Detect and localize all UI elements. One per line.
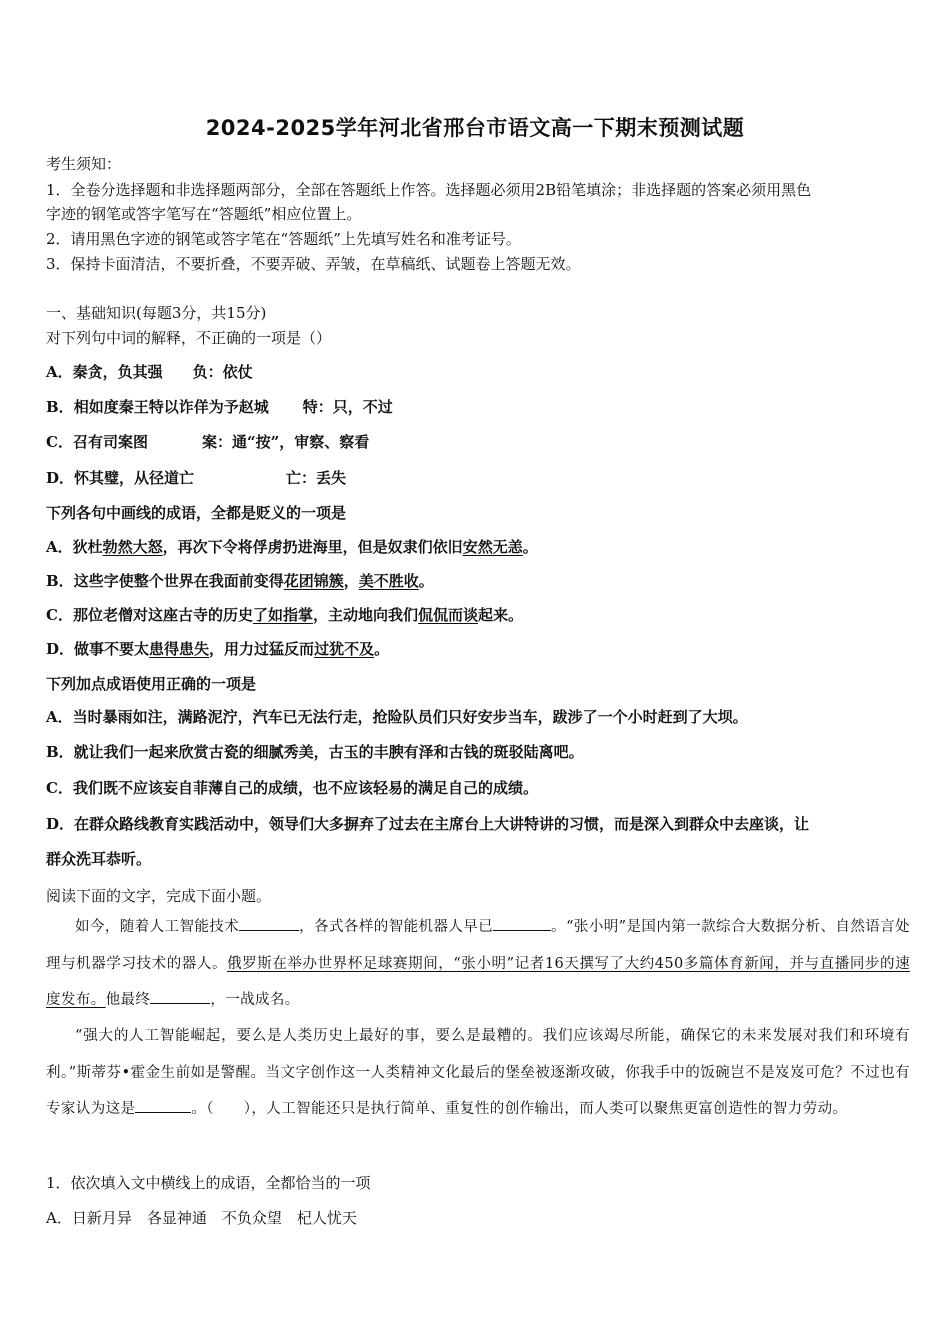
question-3-option-d-cont: 群众洗耳恭听。 (46, 850, 152, 868)
question-1-option-b: B．相如度秦王特以诈佯为予赵城 特：只，不过 (46, 398, 393, 416)
question-2-stem: 下列各句中画线的成语，全都是贬义的一项是 (46, 504, 347, 522)
question-2-option-b: B．这些字使整个世界在我面前变得花团锦簇，美不胜收。 (46, 572, 434, 590)
reading-question-1-stem: 1．依次填入文中横线上的成语，全都恰当的一项 (46, 1174, 371, 1192)
question-3-option-d: D．在群众路线教育实践活动中，领导们大多摒弃了过去在主席台上大讲特讲的习惯，而是深入到群众中去座谈，让 (46, 815, 810, 833)
notice-heading: 考生须知： (46, 155, 122, 173)
question-3-option-a: A．当时暴雨如注，满路泥泞，汽车已无法行走，抢险队员们只好安步当车，跋涉了一个小时赶到了大坝。 (46, 708, 748, 726)
reading-paragraph-1: 如今，随着人工智能技术 ，各式各样的智能机器人早已 。“张小明”是国内第一款综合大数据分析、自然语言处理与机器学习技术的器人。俄罗斯在举办世界杯足球赛期间，“张小明”记者16天撰写了大约450多篇体育新闻，并与直播同步的速度发布。他最终 ，一战成名。 (46, 919, 910, 1008)
reading-intro: 阅读下面的文字，完成下面小题。 (46, 887, 272, 905)
question-2-option-a: A．狄杜勃然大怒，再次下令将俘虏扔进海里，但是奴隶们依旧安然无恙。 (46, 538, 538, 556)
question-1-stem: 对下列句中词的解释，不正确的一项是（） (46, 329, 332, 347)
reading-paragraph-2: “强大的人工智能崛起，要么是人类历史上最好的事，要么是最糟的。我们应该竭尽所能，确保它的未来发展对我们和环境有利。”斯蒂芬•霍金生前如是警醒。当文字创作这一人类精神文化最后的堡垒被逐渐攻破，你我手中的饭碗岂不是岌岌可危？不过也有专家认为这是 。（ ），人工智能还只是执行简单、重复性的创作输出，而人类可以聚焦更富创造性的智力劳动。 (46, 1028, 910, 1117)
question-1-option-c: C．召有司案图 案：通“按”，审察、察看 (46, 433, 370, 451)
page-title: 2024-2025学年河北省邢台市语文高一下期末预测试题 (205, 116, 745, 140)
notice-item-3: 3．保持卡面清洁，不要折叠，不要弄破、弄皱，在草稿纸、试题卷上答题无效。 (46, 255, 581, 273)
question-3-option-b: B．就让我们一起来欣赏古瓷的细腻秀美，古玉的丰腴有泽和古钱的斑驳陆离吧。 (46, 743, 584, 761)
question-3-option-c: C．我们既不应该妄自菲薄自己的成绩，也不应该轻易的满足自己的成绩。 (46, 779, 538, 797)
underlined-sentence: 俄罗斯在举办世界杯足球赛期间，“张小明”记者16天撰写了大约450多篇体育新闻，并与直播同步的速度发布。 (46, 955, 910, 1008)
question-1-option-d: D．怀其璧，从径道亡 亡：丢失 (46, 469, 347, 487)
question-2-option-c: C．那位老僧对这座古寺的历史了如指掌，主动地向我们侃侃而谈起来。 (46, 606, 524, 624)
question-3-stem: 下列加点成语使用正确的一项是 (46, 675, 257, 693)
reading-question-1-option-a: A．日新月异 各显神通 不负众望 杞人忧天 (46, 1209, 357, 1227)
section-heading: 一、基础知识(每题3分，共15分) (46, 304, 267, 322)
notice-item-1: 1．全卷分选择题和非选择题两部分，全部在答题纸上作答。选择题必须用2B铅笔填涂；非选择题的答案必须用黑色 (46, 181, 812, 199)
notice-item-2: 2．请用黑色字迹的钢笔或答字笔在“答题纸”上先填写姓名和准考证号。 (46, 230, 521, 248)
question-2-option-d: D．做事不要太患得患失，用力过猛反而过犹不及。 (46, 640, 390, 658)
notice-item-1-cont: 字迹的钢笔或答字笔写在“答题纸”相应位置上。 (46, 205, 362, 223)
question-1-option-a: A．秦贪，负其强 负：依仗 (46, 363, 253, 381)
